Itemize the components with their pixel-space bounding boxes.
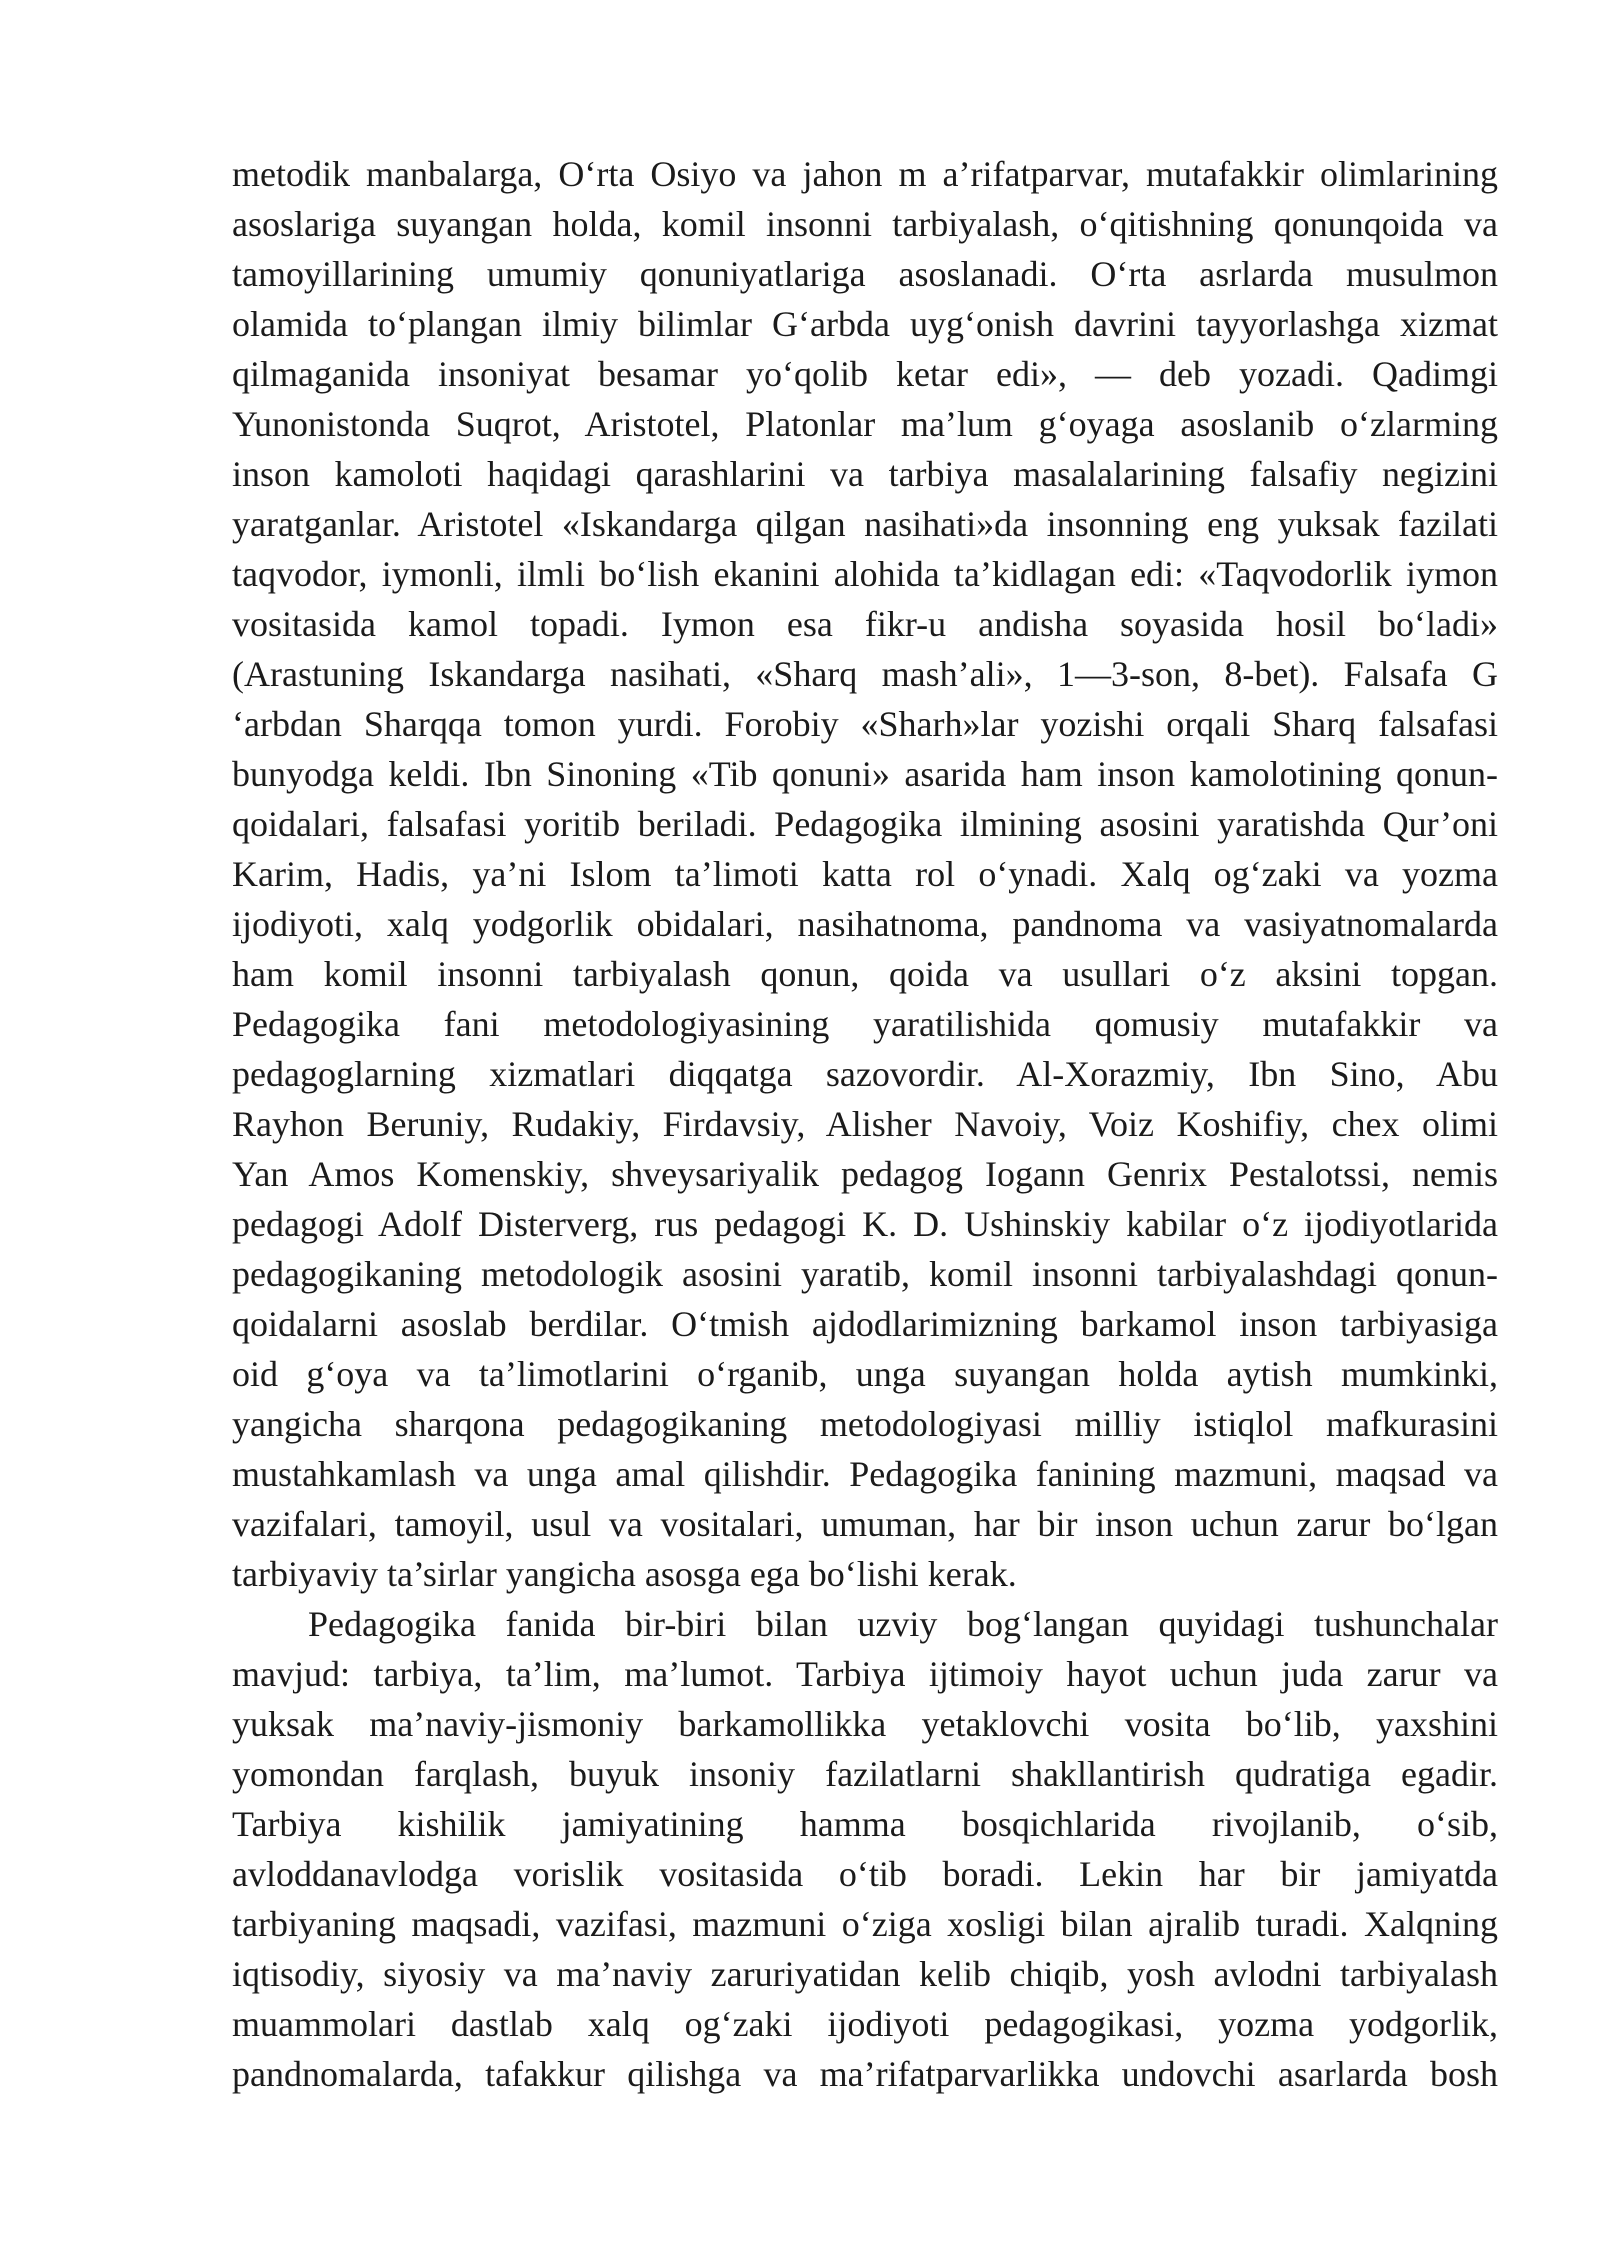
text-line: ‘arbdan Sharqqa tomon yurdi. Forobiy «Sharh»lar yozishi orqali Sharq falsafasi xyxy=(232,704,1498,744)
text-line: Tarbiya kishilik jamiyatining hamma bosqichlarida rivojlanib, o‘sib, xyxy=(232,1804,1498,1844)
text-line: Pedagogika fani metodologiyasining yaratilishida qomusiy mutafakkir va xyxy=(232,1004,1498,1044)
text-line: Pedagogika fanida bir-biri bilan uzviy bog‘langan quyidagi tushunchalar xyxy=(308,1604,1498,1644)
text-line: bunyodga keldi. Ibn Sinoning «Tib qonuni» asarida ham inson kamolotining qonun- xyxy=(232,754,1498,794)
text-line: muammolari dastlab xalq og‘zaki ijodiyoti pedagogikasi, yozma yodgorlik, xyxy=(232,2004,1498,2044)
text-line: mavjud: tarbiya, ta’lim, ma’lumot. Tarbiya ijtimoiy hayot uchun juda zarur va xyxy=(232,1654,1498,1694)
text-line: yaratganlar. Aristotel «Iskandarga qilgan nasihati»da insonning eng yuksak fazilati xyxy=(232,504,1498,544)
text-line: inson kamoloti haqidagi qarashlarini va tarbiya masalalarining falsafiy negizini xyxy=(232,454,1498,494)
text-line: taqvodor, iymonli, ilmli bo‘lish ekanini alohida ta’kidlagan edi: «Taqvodorlik iymon xyxy=(232,554,1498,594)
text-line: yomondan farqlash, buyuk insoniy fazilatlarni shakllantirish qudratiga egadir. xyxy=(232,1754,1498,1794)
text-line: Rayhon Beruniy, Rudakiy, Firdavsiy, Alisher Navoiy, Voiz Koshifiy, chex olimi xyxy=(232,1104,1498,1144)
text-line: yangicha sharqona pedagogikaning metodologiyasi milliy istiqlol mafkurasini xyxy=(232,1404,1498,1444)
paragraph-1 xyxy=(232,149,1498,1599)
text-line: Yunonistonda Suqrot, Aristotel, Platonlar ma’lum g‘oyaga asoslanib o‘zlarming xyxy=(232,404,1498,444)
text-line: pandnomalarda, tafakkur qilishga va ma’rifatparvarlikka undovchi asarlarda bosh xyxy=(232,2054,1498,2094)
text-line: pedagogi Adolf Disterverg, rus pedagogi K. D. Ushinskiy kabilar o‘z ijodiyotlarida xyxy=(232,1204,1498,1244)
paragraph-2 xyxy=(232,1599,1498,2099)
text-line: asoslariga suyangan holda, komil insonni tarbiyalash, o‘qitishning qonunqoida va xyxy=(232,204,1498,244)
text-line: vazifalari, tamoyil, usul va vositalari, umuman, har bir inson uchun zarur bo‘lgan xyxy=(232,1504,1498,1544)
text-line: qilmaganida insoniyat besamar yo‘qolib ketar edi», — deb yozadi. Qadimgi xyxy=(232,354,1498,394)
text-line: pedagoglarning xizmatlari diqqatga sazovordir. Al-Xorazmiy, Ibn Sino, Abu xyxy=(232,1054,1498,1094)
text-line: metodik manbalarga, O‘rta Osiyo va jahon m a’rifatparvar, mutafakkir olimlarining xyxy=(232,154,1498,194)
text-line: Karim, Hadis, ya’ni Islom ta’limoti katta rol o‘ynadi. Xalq og‘zaki va yozma xyxy=(232,854,1498,894)
text-line: pedagogikaning metodologik asosini yaratib, komil insonni tarbiyalashdagi qonun- xyxy=(232,1254,1498,1294)
text-line: qoidalarni asoslab berdilar. O‘tmish ajdodlarimizning barkamol inson tarbiyasiga xyxy=(232,1304,1498,1344)
text-line: (Arastuning Iskandarga nasihati, «Sharq mash’ali», 1—3-son, 8-bet). Falsafa G xyxy=(232,654,1498,694)
text-line: tarbiyaviy ta’sirlar yangicha asosga ega bo‘lishi kerak. xyxy=(232,1554,1017,1594)
text-line: qoidalari, falsafasi yoritib beriladi. Pedagogika ilmining asosini yaratishda Qur’oni xyxy=(232,804,1498,844)
text-line: oid g‘oya va ta’limotlarini o‘rganib, unga suyangan holda aytish mumkinki, xyxy=(232,1354,1498,1394)
text-line: mustahkamlash va unga amal qilishdir. Pedagogika fanining mazmuni, maqsad va xyxy=(232,1454,1498,1494)
text-line: tamoyillarining umumiy qonuniyatlariga asoslanadi. O‘rta asrlarda musulmon xyxy=(232,254,1498,294)
text-line: ham komil insonni tarbiyalash qonun, qoida va usullari o‘z aksini topgan. xyxy=(232,954,1498,994)
text-line: Yan Amos Komenskiy, shveysariyalik pedagog Iogann Genrix Pestalotssi, nemis xyxy=(232,1154,1498,1194)
text-line: ijodiyoti, xalq yodgorlik obidalari, nasihatnoma, pandnoma va vasiyatnomalarda xyxy=(232,904,1498,944)
text-line: avloddanavlodga vorislik vositasida o‘tib boradi. Lekin har bir jamiyatda xyxy=(232,1854,1498,1894)
text-line: yuksak ma’naviy-jismoniy barkamollikka yetaklovchi vosita bo‘lib, yaxshini xyxy=(232,1704,1498,1744)
page-body-text xyxy=(232,149,1498,2099)
text-line: iqtisodiy, siyosiy va ma’naviy zaruriyatidan kelib chiqib, yosh avlodni tarbiyalash xyxy=(232,1954,1498,1994)
text-line: olamida to‘plangan ilmiy bilimlar G‘arbda uyg‘onish davrini tayyorlashga xizmat xyxy=(232,304,1498,344)
text-line: tarbiyaning maqsadi, vazifasi, mazmuni o‘ziga xosligi bilan ajralib turadi. Xalqning xyxy=(232,1904,1498,1944)
text-line: vositasida kamol topadi. Iymon esa fikr-u andisha soyasida hosil bo‘ladi» xyxy=(232,604,1498,644)
